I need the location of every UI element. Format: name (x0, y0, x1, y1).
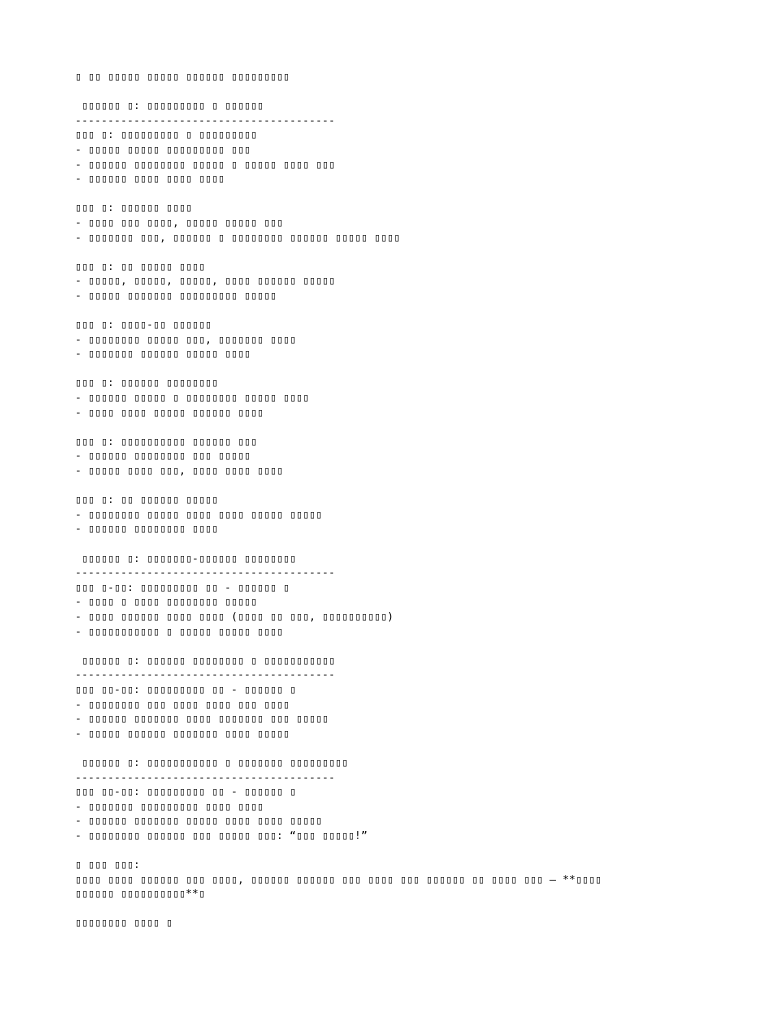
text-line: - ▯▯▯▯▯, ▯▯▯▯▯, ▯▯▯▯▯, ▯▯▯▯ ▯▯▯▯▯▯ ▯▯▯▯▯ (75, 274, 336, 288)
text-line: - ▯▯▯▯▯ ▯▯▯▯ ▯▯▯, ▯▯▯▯ ▯▯▯▯ ▯▯▯▯ (75, 464, 284, 478)
text-line: ▯▯▯▯ ▯▯▯▯ ▯▯▯▯▯▯ ▯▯▯ ▯▯▯▯, ▯▯▯▯▯▯ ▯▯▯▯▯▯ ▯▯▯ ▯▯▯▯ ▯▯▯ ▯▯▯▯▯▯ ▯▯ ▯▯▯▯ ▯▯▯ — **▯▯▯▯ (75, 872, 602, 886)
text-line: - ▯▯▯▯▯▯ ▯▯▯▯▯ ▯ ▯▯▯▯▯▯▯▯ ▯▯▯▯▯ ▯▯▯▯ (75, 391, 310, 405)
text-line: ▯▯▯ ▯▯-▯▯: ▯▯▯▯▯▯▯▯▯ ▯▯ - ▯▯▯▯▯▯ ▯ (75, 785, 297, 799)
text-line: ▯ ▯▯ ▯▯▯▯▯ ▯▯▯▯▯ ▯▯▯▯▯▯ ▯▯▯▯▯▯▯▯▯ (75, 70, 290, 83)
text-line: - ▯▯▯▯▯▯▯▯ ▯▯▯▯▯▯ ▯▯▯ ▯▯▯▯▯ ▯▯▯: “▯▯▯ ▯▯▯▯▯!” (75, 828, 368, 842)
blank-line (75, 741, 735, 756)
text-line: - ▯▯▯▯▯▯▯▯ ▯▯▯▯▯ ▯▯▯, ▯▯▯▯▯▯▯ ▯▯▯▯ (75, 332, 297, 346)
blank-line (75, 537, 735, 552)
text-line: - ▯▯▯▯▯▯ ▯▯▯▯▯▯▯▯ ▯▯▯▯ (75, 522, 219, 536)
text-line: ▯▯▯ ▯: ▯▯ ▯▯▯▯▯ ▯▯▯▯ (75, 259, 206, 273)
blank-line (75, 902, 735, 917)
text-line: - ▯▯▯▯▯▯▯ ▯▯▯, ▯▯▯▯▯▯ ▯ ▯▯▯▯▯▯▯▯ ▯▯▯▯▯▯ ▯▯▯▯▯ ▯▯▯▯ (75, 230, 401, 244)
text-line: - ▯▯▯▯ ▯ ▯▯▯▯ ▯▯▯▯▯▯▯▯ ▯▯▯▯▯ (75, 595, 258, 609)
text-line: ▯▯▯▯▯▯ ▯▯▯▯▯▯▯▯▯▯**▯ (75, 887, 206, 901)
text-line: ---------------------------------------- (75, 566, 336, 580)
text-line: ▯▯▯ ▯: ▯▯ ▯▯▯▯▯▯ ▯▯▯▯▯ (75, 493, 219, 507)
text-line: ▯▯▯▯▯▯▯▯ ▯▯▯▯ ▯ (75, 916, 173, 930)
text-line: ▯▯▯ ▯▯-▯▯: ▯▯▯▯▯▯▯▯▯ ▯▯ - ▯▯▯▯▯▯ ▯ (75, 682, 297, 696)
text-line: ▯▯▯ ▯-▯▯: ▯▯▯▯▯▯▯▯▯ ▯▯ - ▯▯▯▯▯▯ ▯ (75, 580, 290, 594)
document-body (75, 70, 735, 931)
text-line: ▯ ▯▯▯ ▯▯▯: (75, 858, 141, 872)
text-line: - ▯▯▯▯▯▯ ▯▯▯▯▯▯▯ ▯▯▯▯ ▯▯▯▯▯▯▯ ▯▯▯ ▯▯▯▯▯ (75, 712, 329, 726)
blank-line (75, 362, 735, 377)
text-line: - ▯▯▯▯ ▯▯▯ ▯▯▯▯, ▯▯▯▯▯ ▯▯▯▯▯ ▯▯▯ (75, 215, 284, 229)
text-line: - ▯▯▯▯▯ ▯▯▯▯▯ ▯▯▯▯▯▯▯▯▯ ▯▯▯ (75, 142, 251, 156)
text-line: - ▯▯▯▯▯▯▯ ▯▯▯▯▯▯ ▯▯▯▯▯ ▯▯▯▯ (75, 347, 251, 361)
blank-line (75, 420, 735, 435)
text-line: - ▯▯▯▯▯▯ ▯▯▯▯ ▯▯▯▯ ▯▯▯▯ (75, 172, 225, 186)
blank-line (75, 843, 735, 858)
text-line: ---------------------------------------- (75, 668, 336, 682)
blank-line (75, 479, 735, 494)
text-line: - ▯▯▯▯▯▯▯▯ ▯▯▯▯▯ ▯▯▯▯ ▯▯▯▯ ▯▯▯▯▯ ▯▯▯▯▯ (75, 507, 323, 521)
text-line: ▯▯▯▯▯▯ ▯: ▯▯▯▯▯▯ ▯▯▯▯▯▯▯▯ ▯ ▯▯▯▯▯▯▯▯▯▯▯ (75, 653, 336, 667)
text-line: - ▯▯▯▯ ▯▯▯▯ ▯▯▯▯▯ ▯▯▯▯▯▯ ▯▯▯▯ (75, 405, 264, 419)
blank-line (75, 187, 735, 202)
text-line: - ▯▯▯▯▯ ▯▯▯▯▯▯ ▯▯▯▯▯▯▯ ▯▯▯▯ ▯▯▯▯▯ (75, 726, 290, 740)
text-line: - ▯▯▯▯▯▯ ▯▯▯▯▯▯▯ ▯▯▯▯▯ ▯▯▯▯ ▯▯▯▯ ▯▯▯▯▯ (75, 814, 323, 828)
text-line: - ▯▯▯▯▯▯ ▯▯▯▯▯▯▯▯ ▯▯▯ ▯▯▯▯▯ (75, 449, 251, 463)
text-line: - ▯▯▯▯▯▯ ▯▯▯▯▯▯▯▯ ▯▯▯▯▯ ▯ ▯▯▯▯▯ ▯▯▯▯ ▯▯▯ (75, 157, 336, 171)
text-line: - ▯▯▯▯ ▯▯▯▯▯▯ ▯▯▯▯ ▯▯▯▯ (▯▯▯▯ ▯▯ ▯▯▯, ▯▯▯▯▯▯▯▯▯▯) (75, 609, 394, 623)
text-line: ▯▯▯▯▯▯ ▯: ▯▯▯▯▯▯▯▯▯ ▯ ▯▯▯▯▯▯ (75, 99, 264, 113)
text-line: - ▯▯▯▯▯▯▯▯▯▯▯ ▯ ▯▯▯▯▯ ▯▯▯▯▯ ▯▯▯▯ (75, 624, 284, 638)
blank-line (75, 639, 735, 654)
text-line: ---------------------------------------- (75, 770, 336, 784)
text-line: ▯▯▯▯▯▯ ▯: ▯▯▯▯▯▯▯▯▯▯▯ ▯ ▯▯▯▯▯▯▯ ▯▯▯▯▯▯▯▯▯ (75, 755, 349, 769)
blank-line (75, 245, 735, 260)
text-line: ▯▯▯▯▯▯ ▯: ▯▯▯▯▯▯▯-▯▯▯▯▯▯ ▯▯▯▯▯▯▯▯ (75, 551, 297, 565)
blank-line (75, 85, 735, 100)
text-line: - ▯▯▯▯▯▯▯▯ ▯▯▯ ▯▯▯▯ ▯▯▯▯ ▯▯▯ ▯▯▯▯ (75, 697, 290, 711)
text-line: ▯▯▯ ▯: ▯▯▯▯▯▯ ▯▯▯▯▯▯▯▯ (75, 376, 219, 390)
text-line: ▯▯▯ ▯: ▯▯▯▯▯▯▯▯▯ ▯ ▯▯▯▯▯▯▯▯▯ (75, 128, 258, 142)
text-line: ▯▯▯ ▯: ▯▯▯▯▯▯▯▯▯▯ ▯▯▯▯▯▯ ▯▯▯ (75, 434, 258, 448)
text-line: - ▯▯▯▯▯▯▯ ▯▯▯▯▯▯▯▯▯ ▯▯▯▯ ▯▯▯▯ (75, 799, 264, 813)
text-line: ▯▯▯ ▯: ▯▯▯▯▯▯ ▯▯▯▯ (75, 201, 193, 215)
blank-line (75, 304, 735, 319)
text-line: ---------------------------------------- (75, 113, 336, 127)
text-line: ▯▯▯ ▯: ▯▯▯▯-▯▯ ▯▯▯▯▯▯ (75, 318, 212, 332)
text-line: - ▯▯▯▯▯ ▯▯▯▯▯▯▯ ▯▯▯▯▯▯▯▯▯ ▯▯▯▯▯ (75, 288, 277, 302)
